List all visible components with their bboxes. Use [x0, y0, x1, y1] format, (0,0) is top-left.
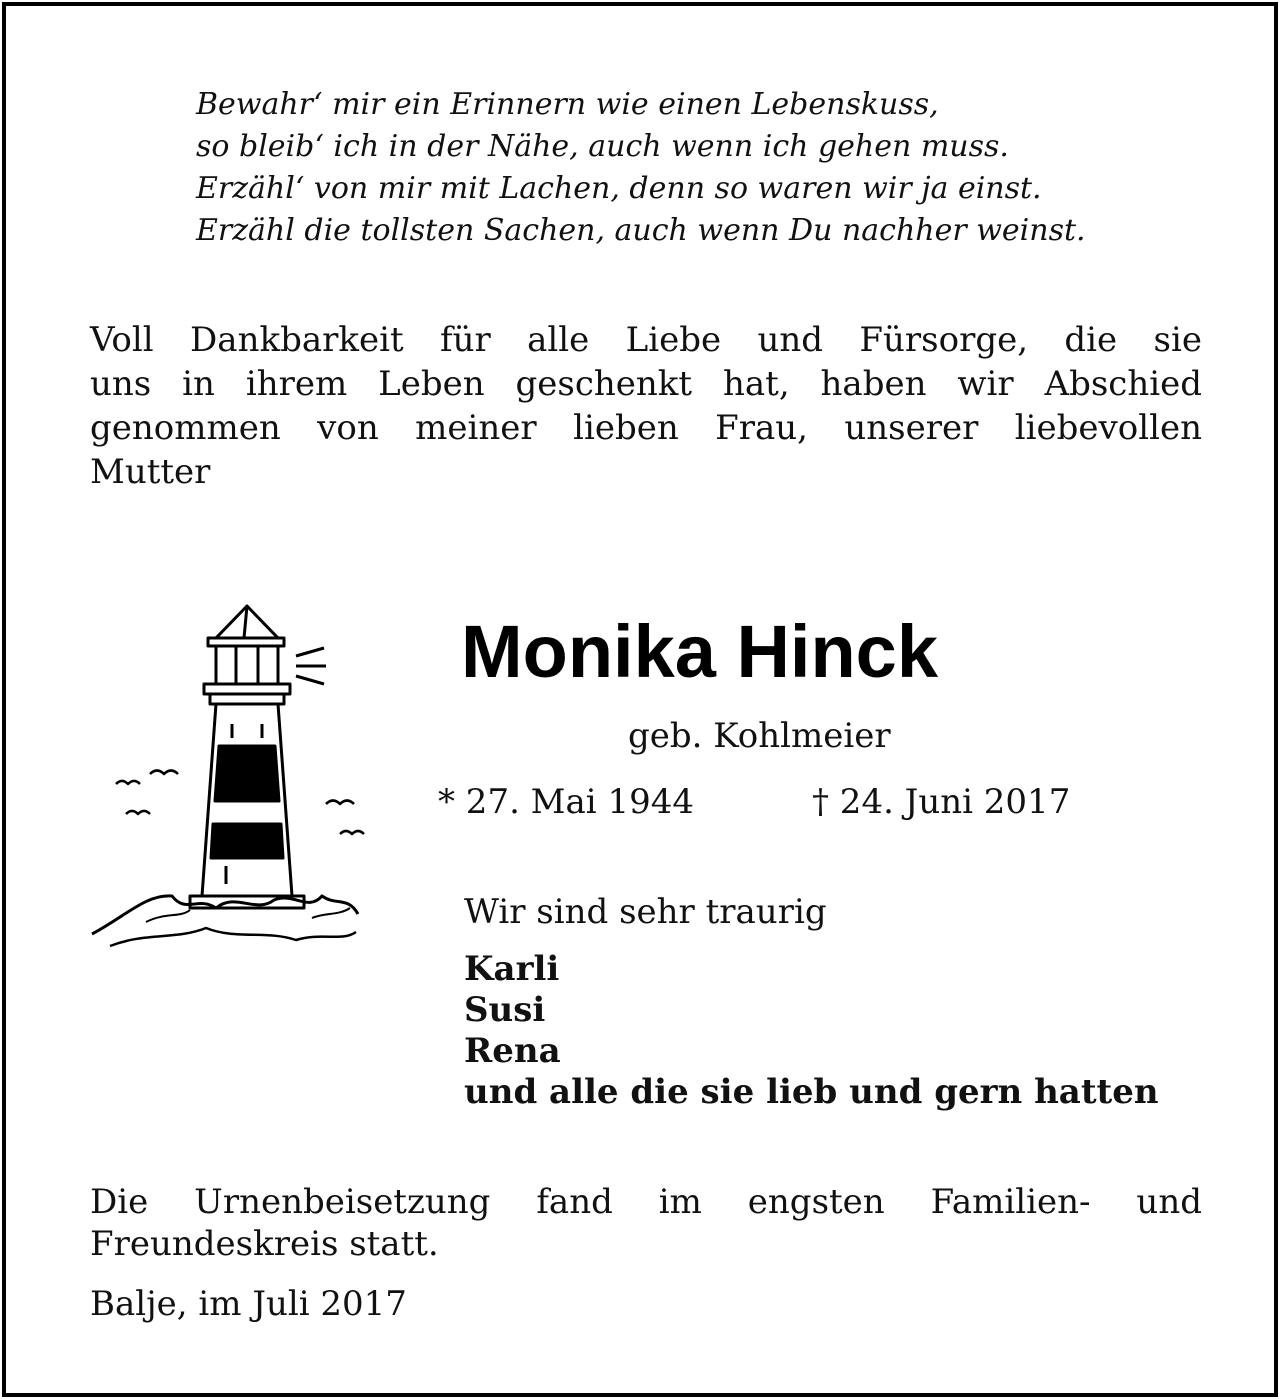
birth-date: * 27. Mai 1944	[438, 782, 694, 822]
mourner-name: Rena	[464, 1031, 561, 1071]
mourning-statement: Wir sind sehr traurig	[464, 892, 827, 932]
intro-line: genommen von meiner lieben Frau, unserer liebevollen	[90, 408, 1202, 448]
burial-line: Die Urnenbeisetzung fand im engsten Familien- und	[90, 1182, 1202, 1222]
mourners-list	[464, 949, 1159, 1113]
intro-line: Mutter	[90, 452, 211, 492]
intro-text	[90, 318, 1202, 494]
poem	[196, 84, 1226, 252]
poem-line: Erzähl‘ von mir mit Lachen, denn so waren wir ja einst.	[196, 171, 1042, 206]
poem-line: Erzähl die tollsten Sachen, auch wenn Du nachher weinst.	[196, 213, 1086, 248]
place-date: Balje, im Juli 2017	[90, 1284, 407, 1324]
intro-line: Voll Dankbarkeit für alle Liebe und Fürsorge, die sie	[90, 320, 1202, 360]
mourner-name: Karli	[464, 949, 560, 989]
burial-line: Freundeskreis statt.	[90, 1224, 439, 1264]
poem-line: Bewahr‘ mir ein Erinnern wie einen Lebenskuss,	[196, 87, 939, 122]
lighthouse-icon	[86, 596, 386, 956]
burial-notice	[90, 1181, 1202, 1265]
mourner-name: Susi	[464, 990, 546, 1030]
intro-line: uns in ihrem Leben geschenkt hat, haben wir Abschied	[90, 364, 1202, 404]
mourner-name: und alle die sie lieb und gern hatten	[464, 1072, 1159, 1112]
deceased-name: Monika Hinck	[461, 610, 938, 693]
poem-line: so bleib‘ ich in der Nähe, auch wenn ich gehen muss.	[196, 129, 1009, 164]
obituary-frame	[2, 2, 1278, 1397]
death-date: † 24. Juni 2017	[812, 782, 1071, 822]
maiden-name: geb. Kohlmeier	[628, 716, 891, 756]
